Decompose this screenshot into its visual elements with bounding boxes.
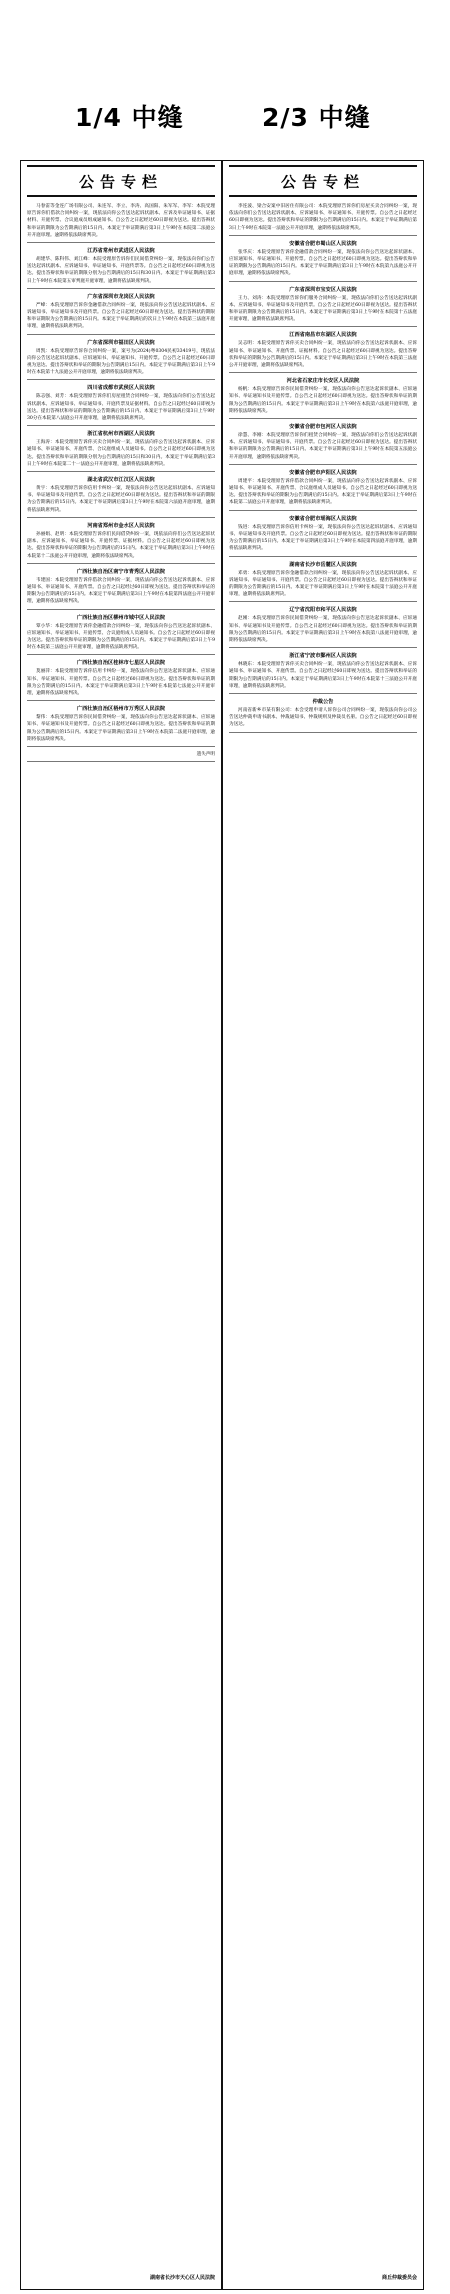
- notice-item: [27, 384, 215, 426]
- notice-body: 周建平：本院受理原告诉你借款合同纠纷一案，现依法向你公告送达起诉状副本、应诉通知书、举证通知书、开庭传票、合议庭组成人员通知书。自公告之日起经过60日即视为送达。提出答辩状和举证的期限为公告期满后的15日内。本案定于举证期满后第3日上午9时在本院第二法庭公开开庭审理，逾期将依法缺席判决。: [229, 478, 417, 506]
- notice-body: 王海涛：本院受理原告诉你买卖合同纠纷一案，现依法向你公告送达起诉状副本、应诉通知书、举证通知书、开庭传票、合议庭组成人员通知书。自公告之日起经过60日即视为送达。提出答辩状和举证的期限分别为公告期满后的15日和30日内。本案定于举证期满后第3日上午9时在本院第二十一法庭公开开庭审理，逾期将依法缺席判决。: [27, 440, 215, 467]
- notice-list: [223, 199, 423, 733]
- notice-body: 黎伟：本院受理原告诉你民间借贷纠纷一案，现依法向你公告送达起诉状副本、应诉通知书、举证通知书及开庭传票。自公告之日起经过60日即视为送达。提出答辩状和举证的期限为公告期满后的15日内。本案定于举证期满后第3日上午9时在本院第二法庭开庭审理，逾期将依法缺席判决。: [27, 715, 215, 742]
- notice-item: [27, 659, 215, 701]
- notice-item: [229, 469, 417, 511]
- notice-court: 广西壮族自治区梧州市万秀区人民法院: [76, 706, 166, 713]
- notice-court: 广西壮族自治区南宁市青秀区人民法院: [76, 568, 166, 575]
- notice-item: [27, 339, 215, 381]
- notice-list: [21, 199, 221, 762]
- notice-court: 湖南省长沙市岳麓区人民法院: [289, 561, 357, 568]
- notice-item: [229, 240, 417, 282]
- notice-column-right: [222, 160, 424, 2290]
- notice-court: 四川省成都市武侯区人民法院: [87, 385, 155, 392]
- notice-item: [27, 203, 215, 243]
- notice-body: 马春雷等金连广场有限公司、朱连军、李立、李涛、高国阳、朱军军、李军：本院受理原告诉你们借款合同纠纷一案，现依法向你公告送达起诉状副本、应诉及举证通知书、证据材料、开庭传票、合议庭成员组成通知书。自公告之日起经过60日即视为送达。提出答辩状和举证的期限为公告期满后的15日内。本案定于举证期满后第3日上午9时在本院第二法庭公开开庭审理。逾期将依法缺席判决。: [27, 204, 215, 238]
- notice-item: [229, 377, 417, 419]
- notice-court: 浙江省杭州市西湖区人民法院: [87, 431, 155, 438]
- notice-court: 河北省石家庄市长安区人民法院: [286, 378, 360, 385]
- notice-body: 林晓东：本院受理原告诉你买卖合同纠纷一案，现依法向你公告送达起诉状副本、应诉通知书、举证通知书、开庭传票。自公告之日起经过60日即视为送达。提出答辩状和举证的期限为公告期满后的15日内。本案定于举证期满后第3日上午9时在本院第十三法庭公开开庭审理，逾期将依法缺席判决。: [229, 662, 417, 689]
- column-header: 公告专栏: [229, 165, 417, 197]
- notice-court: 浙江省宁波市鄞州区人民法院: [289, 653, 357, 660]
- notice-court: 仲裁公告: [312, 698, 334, 705]
- notice-body: 胡建华、陈科伟、刘江峰：本院受理原告诉你们民间借贷纠纷一案，现依法向你们公告送达起诉状副本、应诉通知书、举证通知书、开庭传票等。自公告之日起经过60日即视为送达。提出答辩状和举证的期限分别为公告期满后的15日和30日内。本案定于举证期满后第3日上午9时在本院第五审判庭开庭审理，逾期将依法缺席判决。: [27, 257, 215, 284]
- notice-court: 广西壮族自治区柳州市城中区人民法院: [76, 614, 166, 621]
- notice-item: [229, 286, 417, 328]
- notice-court: 安徽省合肥市包河区人民法院: [289, 424, 357, 431]
- notice-column-left: [20, 160, 222, 2290]
- notice-item: [27, 293, 215, 335]
- notice-court: 江西省南昌市东湖区人民法院: [289, 332, 357, 339]
- notice-court: 广东省深圳市龙岗区人民法院: [87, 293, 155, 300]
- notice-item: [229, 203, 417, 236]
- notice-body: 严峰：本院受理原告诉你金融借款合同纠纷一案，现依法向你公告送达起诉状副本、应诉通知书、举证通知书及开庭传票。自公告之日起经过60日即视为送达。提出答辩状的期限和举证期限为公告期满后的15日内。本案定于举证期满后的次日上午9时在本院第三法庭开庭审理，逾期将依法缺席判决。: [27, 302, 215, 330]
- notice-body: 莫丽萍：本院受理原告诉你信用卡纠纷一案，现依法向你公告送达起诉状副本、应诉通知书、举证通知书、开庭传票。自公告之日起经过60日即视为送达。提出答辩状和举证的期限为公告期满后的15日内。本案定于举证期满后第3日上午9时在本院第七法庭公开开庭审理，逾期将依法缺席判决。: [27, 669, 215, 696]
- notice-court: 河南省郑州市金水区人民法院: [87, 522, 155, 529]
- notice-item: [229, 561, 417, 603]
- notice-body: 王力、刘涛：本院受理原告诉你们服务合同纠纷一案，现依法向你们公告送达起诉状副本、应诉通知书、举证通知书及开庭传票。自公告之日起经过60日即视为送达。提出答辩状和举证的期限为公告期满后的15日内。本案定于举证期满后第3日上午9时在本院第十五法庭开庭审理，逾期将依法缺席判决。: [229, 295, 417, 323]
- notice-item: [27, 568, 215, 610]
- notice-court: 江苏省常州市武进区人民法院: [87, 248, 155, 255]
- notice-body: 河南省新乡市某有限公司：本会受理申请人诉你公司合同纠纷一案，现依法向你公司公告送达仲裁申请书副本、仲裁通知书、仲裁规则及仲裁员名册。自公告之日起经过60日即视为送达。: [229, 707, 417, 728]
- notice-item: [27, 247, 215, 289]
- notice-body: 杨帆：本院受理原告诉你民间借贷纠纷一案，现依法向你公告送达起诉状副本、应诉通知书、举证通知书及开庭传票。自公告之日起经过60日即视为送达。提出答辩状和举证的期限为公告期满后的15日内。本案定于举证期满后第3日上午9时在本院第六法庭开庭审理，逾期将依法缺席判决。: [229, 387, 417, 414]
- notice-court: 安徽省合肥市庐阳区人民法院: [289, 469, 357, 476]
- notice-item: [27, 522, 215, 564]
- column-footer: 商丘仲裁委员会: [381, 2275, 417, 2281]
- notice-item: [27, 476, 215, 518]
- notice-sign: 遗失声明: [196, 751, 215, 757]
- right-fold-heading: 2/3 中缝: [262, 103, 371, 132]
- notice-item: [27, 705, 215, 747]
- notice-item: [229, 331, 417, 373]
- notice-item: [229, 652, 417, 694]
- notice-court: 广东省深圳市福田区人民法院: [87, 339, 155, 346]
- notice-body: 韦建国：本院受理原告诉你借款合同纠纷一案，现依法向你公告送达起诉状副本、应诉通知书、举证通知书、开庭传票。自公告之日起经过60日即视为送达。提出答辩状和举证的期限为公告期满后的15日内。本案定于举证期满后第3日上午9时在本院第四法庭公开开庭审理，逾期将依法缺席判决。: [27, 577, 215, 605]
- notice-item: [27, 751, 215, 762]
- notice-court: 广东省深圳市宝安区人民法院: [289, 286, 357, 293]
- notice-item: [229, 423, 417, 465]
- notice-body: 赵刚：本院受理原告诉你民间借贷纠纷一案，现依法向你公告送达起诉状副本、应诉通知书、举证通知书及开庭传票。自公告之日起经过60日即视为送达。提出答辩状和举证的期限为公告期满后的15日内。本案定于举证期满后第3日上午9时在本院第八法庭开庭审理，逾期将依法缺席判决。: [229, 616, 417, 643]
- column-footer: 湖南省长沙市天心区人民法院: [149, 2275, 215, 2281]
- notice-item: [27, 430, 215, 472]
- notice-body: 李连波、梁合安案中旧居住有限公司：本院受理原告诉你们房屋买卖合同纠纷一案，现依法向你们公告送达起诉状副本、应诉通知书、举证通知书、开庭传票。自公告之日起经过60日即视为送达。提出答辩状和举证的期限为公告期满后的15日内。本案定于举证期满后第3日上午9时在本院第一法庭公开开庭审理，逾期将依法缺席判决。: [229, 204, 417, 231]
- notice-item: [229, 698, 417, 733]
- notice-court: 湖北省武汉市江汉区人民法院: [87, 477, 155, 484]
- notice-body: 黄宇：本院受理原告诉你信用卡纠纷一案，现依法向你公告送达起诉状副本、应诉通知书、举证通知书及开庭传票。自公告之日起经过60日即视为送达。提出答辩状和举证的期限为公告期满后的15日内。本案定于举证期满后第3日上午9时在本院第六法庭开庭审理，逾期将依法缺席判决。: [27, 486, 215, 513]
- left-fold-heading: 1/4 中缝: [75, 103, 184, 132]
- notice-item: [229, 515, 417, 557]
- notice-item: [27, 614, 215, 656]
- notice-court: 安徽省合肥市蜀山区人民法院: [289, 240, 357, 247]
- notice-body: 邓勇：本院受理原告诉你金融借款合同纠纷一案，现依法向你公告送达起诉状副本、应诉通知书、举证通知书、开庭传票。自公告之日起经过60日即视为送达。提出答辩状和举证的期限为公告期满后的15日内。本案定于举证期满后第3日上午9时在本院第十法庭公开开庭审理，逾期将依法缺席判决。: [229, 570, 417, 598]
- notice-body: 徐慧、李刚：本院受理原告诉你们租赁合同纠纷一案，现依法向你们公告送达起诉状副本、应诉通知书、举证通知书、开庭传票。自公告之日起经过60日即视为送达。提出答辩状和举证的期限为公告期满后的15日内。本案定于举证期满后第3日上午9时在本院第五法庭公开开庭审理，逾期将依法缺席判决。: [229, 433, 417, 460]
- notice-court: 广西壮族自治区桂林市七星区人民法院: [76, 660, 166, 667]
- notice-item: [229, 606, 417, 648]
- notice-body: 钱进：本院受理原告诉你信用卡纠纷一案，现依法向你公告送达起诉状副本、应诉通知书、举证通知书及开庭传票。自公告之日起经过60日即视为送达。提出答辩状和举证的期限为公告期满后的15日内。本案定于举证期满后第3日上午9时在本院第四法庭开庭审理，逾期将依法缺席判决。: [229, 524, 417, 552]
- notice-court: 安徽省合肥市瑶海区人民法院: [289, 515, 357, 522]
- notice-body: 覃小华：本院受理原告诉你金融借款合同纠纷一案，现依法向你公告送达起诉状副本、应诉通知书、举证通知书、开庭传票、合议庭组成人员通知书。自公告之日起经过60日即视为送达。提出答辩状和举证的期限为公告期满后的15日内。本案定于举证期满后第3日上午9时在本院第三法庭公开开庭审理，逾期将依法缺席判决。: [27, 623, 215, 651]
- notice-body: 陈志强、刘芳：本院受理原告诉你们房屋租赁合同纠纷一案，现依法向你们公告送达起诉状副本、应诉通知书、举证通知书、开庭传票及证据材料。自公告之日起经过60日即视为送达。提出答辩状和举证的期限为公告期满后的15日内。本案定于举证期满后第3日上午9时30分在本院第八法庭公开开庭审理，逾期将依法缺席判决。: [27, 394, 215, 422]
- column-header: 公告专栏: [27, 165, 215, 197]
- notice-body: 周凯：本院受理原告诉你合同纠纷一案，案号为(2024)粤0304民初33419号，现依法向你公告送达起诉状副本、应诉通知书、举证通知书、开庭传票。自公告之日起经过60日即视为送达。提出答辩状和举证的期限为公告期满后15日内。本院定于举证期满后第3日上午9时在本院第十九法庭公开开庭审理，逾期将依法缺席判决。: [27, 348, 215, 376]
- notice-body: 孙丽娟、赵明：本院受理原告诉你们民间借贷纠纷一案，现依法向你们公告送达起诉状副本、应诉通知书、举证通知书、开庭传票、证据材料。自公告之日起经过60日即视为送达。提出答辩状和举证的期限为公告期满后的15日内。本案定于举证期满后第3日上午9时在本院第十二法庭公开开庭审理，逾期将依法缺席判决。: [27, 531, 215, 559]
- notice-body: 吴志明：本院受理原告诉你买卖合同纠纷一案，现依法向你公告送达起诉状副本、应诉通知书、举证通知书、开庭传票、证据材料。自公告之日起经过60日即视为送达。提出答辩状和举证的期限为公告期满后的15日内。本案定于举证期满后第3日上午9时在本院第三法庭公开开庭审理，逾期将依法缺席判决。: [229, 341, 417, 369]
- notice-court: 辽宁省沈阳市和平区人民法院: [289, 607, 357, 614]
- notice-body: 张华庆：本院受理原告诉你金融借款合同纠纷一案，现依法向你公告送达起诉状副本、应诉通知书、举证通知书、开庭传票。自公告之日起经过60日即视为送达。提出答辩状和举证的期限为公告期满后的15日内。本案定于举证期满后第3日上午9时在本院第九法庭公开开庭审理，逾期将依法缺席判决。: [229, 249, 417, 277]
